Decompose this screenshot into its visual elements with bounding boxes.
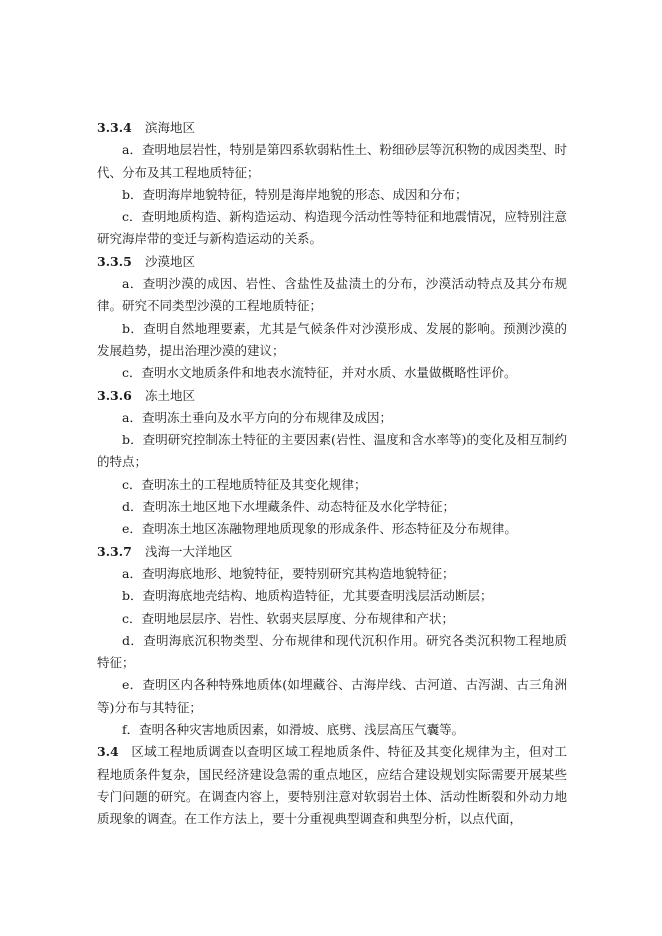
list-item: a．查明沙漠的成因、岩性、含盐性及盐渍土的分布，沙漠活动特点及其分布规律。研究不同类型沙漠的工程地质特征；	[97, 276, 567, 314]
list-item: a．查明冻土垂向及水平方向的分布规律及成因；	[122, 409, 392, 425]
section-number: 3.3.7	[97, 543, 132, 559]
section-3-4	[97, 741, 567, 830]
section-title: 冻土地区	[145, 387, 196, 403]
list-item: a．查明海底地形、地貌特征，要特别研究其构造地貌特征；	[122, 565, 455, 581]
list-item: b．查明海底地壳结构、地质构造特征，尤其要查明浅层活动断层；	[122, 588, 493, 604]
list-item: c．查明水文地质条件和地表水流特征，并对水质、水量做概略性评价。	[122, 365, 517, 381]
section-number: 3.4	[97, 744, 119, 760]
list-item: c．查明地质构造、新构造运动、构造现今活动性等特征和地震情况，应特别注意研究海岸带的变迁与新构造运动的关系。	[97, 209, 567, 247]
list-item: c．查明冻土的工程地质特征及其变化规律；	[122, 476, 367, 492]
document-body	[97, 117, 567, 831]
list-item: b．查明自然地理要素，尤其是气候条件对沙漠形成、发展的影响。预测沙漠的发展趋势，提出治理沙漠的建议；	[97, 320, 567, 358]
section-number: 3.3.5	[97, 253, 132, 269]
list-item: e．查明区内各种特殊地质体(如埋藏谷、古海岸线、古河道、古泻湖、古三角洲等)分布与其特征；	[97, 677, 567, 715]
section-heading	[97, 117, 567, 139]
section-3-3-4	[97, 117, 567, 251]
list-item: e．查明冻土地区冻融物理地质现象的形成条件、形态特征及分布规律。	[122, 521, 517, 537]
list-item: f．查明各种灾害地质因素，如滑坡、底劈、浅层高压气囊等。	[122, 722, 465, 738]
list-item: d．查明海底沉积物类型、分布规律和现代沉积作用。研究各类沉积物工程地质特征；	[97, 632, 567, 671]
list-item: a．查明地层岩性，特别是第四系软弱粘性土、粉细砂层等沉积物的成因类型、时代、分布及其工程地质特征；	[97, 142, 567, 180]
paragraph-text: 区域工程地质调查以查明区域工程地质条件、特征及其变化规律为主，但对工程地质条件复杂，国民经济建设急需的重点地区，应结合建设规划实际需要开展某些专门问题的研究。在调查内容上，要特别注意对软弱岩土体、活动性断裂和外动力地质现象的调查。在工作方法上，要十分重视典型调查和典型分析，以点代面，	[97, 744, 567, 827]
list-item: b．查明海岸地貌特征，特别是海岸地貌的形态、成因和分布；	[122, 186, 468, 202]
section-title: 滨海地区	[145, 120, 196, 135]
list-item: c．查明地层层序、岩性、软弱夹层厚度、分布规律和产状；	[122, 610, 455, 626]
list-item: b．查明研究控制冻土特征的主要因素(岩性、温度和含水率等)的变化及相互制约的特点；	[97, 432, 567, 470]
section-paragraph	[97, 741, 567, 830]
section-3-3-6	[97, 385, 567, 541]
section-number: 3.3.4	[97, 120, 132, 135]
section-title: 浅海一大洋地区	[145, 543, 233, 559]
section-heading	[97, 251, 567, 273]
section-heading	[97, 541, 567, 563]
section-heading	[97, 385, 567, 407]
section-3-3-5	[97, 251, 567, 385]
section-title: 沙漠地区	[145, 253, 196, 269]
list-item: d．查明冻土地区地下水埋藏条件、动态特征及水化学特征；	[122, 499, 456, 515]
section-3-3-7	[97, 541, 567, 742]
section-number: 3.3.6	[97, 387, 132, 403]
